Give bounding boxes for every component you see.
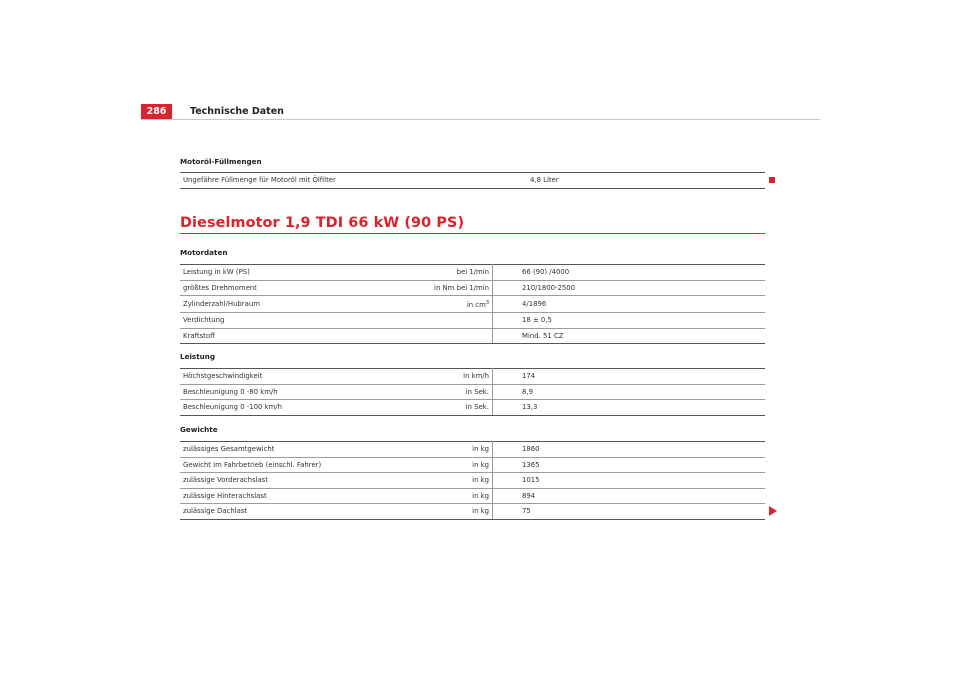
row-value: 894 [493, 488, 766, 504]
row-label: zulässige Vorderachslast [180, 473, 406, 489]
row-unit: in kg [406, 442, 493, 458]
row-value: 4/1896 [493, 296, 766, 313]
oil-value: 4,8 Liter [516, 173, 765, 189]
header-divider [141, 119, 820, 120]
row-label: zulässiges Gesamtgewicht [180, 442, 406, 458]
table-row [180, 296, 765, 313]
motordaten-table [180, 264, 765, 344]
leistung-table [180, 368, 765, 416]
table-row [180, 457, 765, 473]
page-number: 286 [141, 104, 172, 119]
table-row [180, 488, 765, 504]
row-label: größtes Drehmoment [180, 280, 406, 296]
page-title: Technische Daten [190, 106, 284, 117]
red-square-icon [769, 177, 775, 183]
row-value: 8,9 [493, 384, 766, 400]
row-unit: in kg [406, 473, 493, 489]
engine-title-underline [180, 233, 765, 234]
red-arrow-right-icon[interactable] [769, 506, 777, 516]
row-label: Beschleunigung 0 -80 km/h [180, 384, 406, 400]
row-unit: in Sek. [406, 384, 493, 400]
row-value: 18 ± 0,5 [493, 313, 766, 329]
row-unit-cell [406, 296, 493, 313]
row-unit: in Sek. [406, 400, 493, 416]
row-unit: in cm [466, 300, 486, 309]
row-unit: in Nm bei 1/min [406, 280, 493, 296]
row-value: 210/1800-2500 [493, 280, 766, 296]
row-unit: in kg [406, 457, 493, 473]
row-value: 75 [493, 504, 766, 520]
row-label: zulässige Dachlast [180, 504, 406, 520]
table-row [180, 173, 765, 189]
motordaten-heading: Motordaten [180, 248, 228, 257]
row-value: 1365 [493, 457, 766, 473]
table-row [180, 265, 765, 281]
row-label: Beschleunigung 0 -100 km/h [180, 400, 406, 416]
oil-section-heading: Motoröl-Füllmengen [180, 157, 262, 166]
table-row [180, 328, 765, 344]
row-label: Zylinderzahl/Hubraum [180, 296, 406, 313]
table-row [180, 369, 765, 385]
table-row [180, 313, 765, 329]
row-value: 174 [493, 369, 766, 385]
row-unit: in kg [406, 504, 493, 520]
row-label: Kraftstoff [180, 328, 406, 344]
row-label: zulässige Hinterachslast [180, 488, 406, 504]
row-unit [406, 328, 493, 344]
oil-label: Ungefähre Füllmenge für Motoröl mit Ölfilter [180, 173, 516, 189]
gewichte-table [180, 441, 765, 520]
row-unit [406, 313, 493, 329]
oil-table [180, 172, 765, 189]
row-unit: in kg [406, 488, 493, 504]
row-unit: bei 1/min [406, 265, 493, 281]
gewichte-heading: Gewichte [180, 425, 218, 434]
table-row [180, 400, 765, 416]
table-row [180, 504, 765, 520]
row-label: Leistung in kW (PS) [180, 265, 406, 281]
row-unit-superscript: 3 [485, 299, 489, 306]
row-value: 1015 [493, 473, 766, 489]
leistung-heading: Leistung [180, 352, 216, 361]
row-label: Gewicht im Fahrbetrieb (einschl. Fahrer) [180, 457, 406, 473]
row-label: Höchstgeschwindigkeit [180, 369, 406, 385]
row-value: 13,3 [493, 400, 766, 416]
table-row [180, 280, 765, 296]
engine-title: Dieselmotor 1,9 TDI 66 kW (90 PS) [180, 215, 465, 231]
table-row [180, 442, 765, 458]
row-value: Mind. 51 CZ [493, 328, 766, 344]
table-row [180, 384, 765, 400]
table-row [180, 473, 765, 489]
row-unit: in km/h [406, 369, 493, 385]
row-value: 66 (90) /4000 [493, 265, 766, 281]
row-value: 1860 [493, 442, 766, 458]
row-label: Verdichtung [180, 313, 406, 329]
